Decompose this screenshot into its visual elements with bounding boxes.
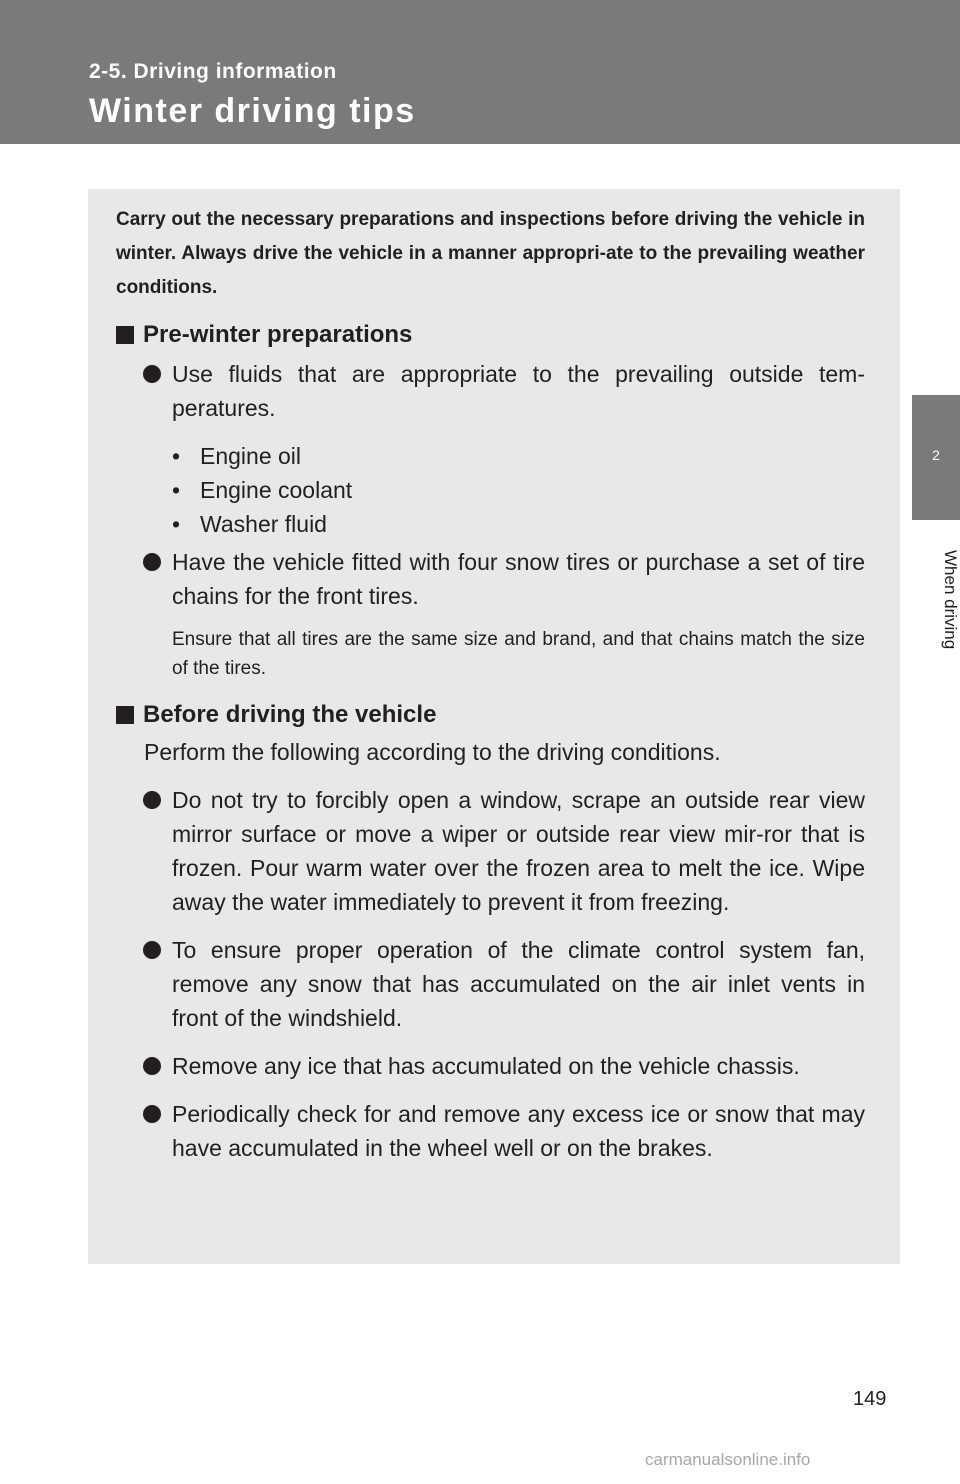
heading-pre-winter: Pre-winter preparations <box>116 317 865 353</box>
bullet-fluids: Use fluids that are appropriate to the prevailing outside tem-peratures. <box>116 357 865 425</box>
bullet-frozen: Do not try to forcibly open a window, scrape an outside rear view mirror surface or move a wiper or outside rear view mir-ror that is frozen. Pour warm water over the frozen area to melt the ice. Wipe away the water immediately to prevent it from freezing. <box>116 783 865 919</box>
bullet-wheel-well: Periodically check for and remove any excess ice or snow that may have accumulated in the wheel well or on the brakes. <box>116 1097 865 1165</box>
square-bullet-icon <box>116 326 134 344</box>
list-item: • Engine coolant <box>172 477 353 503</box>
bullet-vents: To ensure proper operation of the climate control system fan, remove any snow that has accumulated on the air inlet vents in front of the windshield. <box>116 933 865 1035</box>
fluid-list <box>116 439 865 541</box>
list-item: • Washer fluid <box>172 511 327 537</box>
round-bullet-icon <box>143 365 161 383</box>
content-panel <box>88 189 900 1264</box>
page-number: 149 <box>853 1388 887 1410</box>
chapter-label: When driving <box>941 550 960 650</box>
before-driving-lead: Perform the following according to the driving conditions. <box>144 739 721 765</box>
chapter-tab <box>912 395 960 520</box>
round-bullet-icon <box>143 791 161 809</box>
chapter-number: 2 <box>932 447 940 463</box>
page-header <box>0 0 960 144</box>
round-bullet-icon <box>143 553 161 571</box>
square-bullet-icon <box>116 706 134 724</box>
bullet-chassis: Remove any ice that has accumulated on the vehicle chassis. <box>116 1049 865 1083</box>
page-title: Winter driving tips <box>89 92 416 130</box>
round-bullet-icon <box>143 941 161 959</box>
section-label: 2-5. Driving information <box>89 60 337 83</box>
round-bullet-icon <box>143 1057 161 1075</box>
round-bullet-icon <box>143 1105 161 1123</box>
tire-note: Ensure that all tires are the same size and brand, and that chains match the size of the tires. <box>172 629 865 679</box>
heading-before-driving: Before driving the vehicle <box>116 697 865 733</box>
list-item: • Engine oil <box>172 443 302 469</box>
watermark: carmanualsonline.info <box>645 1450 811 1469</box>
intro-text: Carry out the necessary preparations and inspections before driving the vehicle in winter. Always drive the vehicle in a manner appropri-ate to the prevailing weather conditions. <box>116 209 865 298</box>
bullet-tires: Have the vehicle fitted with four snow tires or purchase a set of tire chains for the front tires. <box>116 545 865 613</box>
